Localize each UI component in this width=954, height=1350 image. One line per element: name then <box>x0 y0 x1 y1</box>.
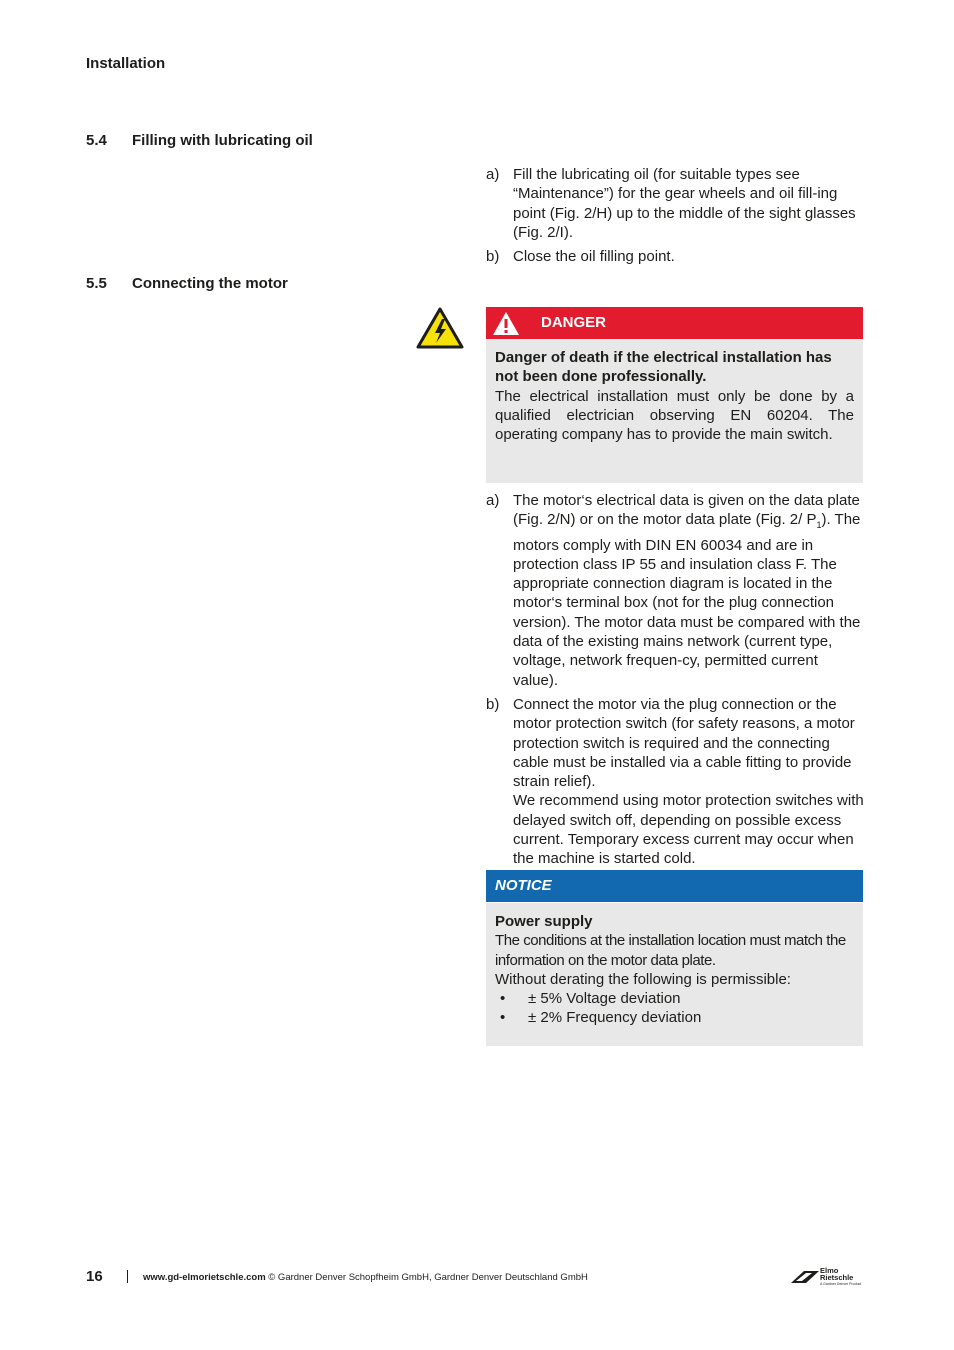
danger-body <box>486 339 863 483</box>
brand-logo <box>790 1267 866 1289</box>
logo-tagline: A Gardner Denver Product <box>820 1282 862 1286</box>
notice-label: NOTICE <box>495 877 552 894</box>
step-label: a) <box>486 492 500 509</box>
danger-text: The electrical installation must only be done by a qualified electrician observing EN 60204. The operating company has to provide the main switch. <box>495 387 854 444</box>
list-item <box>486 165 864 242</box>
logo-line-1: Elmo <box>820 1266 839 1275</box>
list-item <box>486 695 864 869</box>
step-text <box>513 491 864 690</box>
notice-text: The conditions at the installation location must match the information on the motor data plate. <box>495 932 846 969</box>
section-heading-5-4 <box>86 132 313 149</box>
footer-divider <box>127 1270 128 1283</box>
running-header: Installation <box>86 55 166 72</box>
section-title: Filling with lubricating oil <box>132 132 313 149</box>
subscript: 1 <box>816 520 822 531</box>
bullet-icon: • <box>500 990 506 1008</box>
notice-text: Without derating the following is permissible: <box>495 970 791 988</box>
oil-filling-steps <box>486 165 864 271</box>
bullet-text: ± 2% Frequency deviation <box>528 1009 702 1027</box>
list-item <box>486 491 864 690</box>
step-text-part: The motor‘s electrical data is given on the data plate (Fig. 2/N) or on the motor data plate (Fig. 2/ P <box>513 492 860 529</box>
notice-bullet-list <box>495 989 854 1028</box>
notice-heading: Power supply <box>495 913 593 930</box>
electrical-hazard-icon <box>416 307 464 349</box>
danger-label: DANGER <box>541 314 607 331</box>
copyright-text: © Gardner Denver Schopfheim GmbH, Gardner Denver Deutschland GmbH <box>265 1272 588 1283</box>
list-item <box>495 1008 854 1027</box>
step-text: Fill the lubricating oil (for suitable types see “Maintenance”) for the gear wheels and oil fill-ing point (Fig. 2/H) up to the middle of the sight glasses (Fig. 2/I). <box>513 166 856 241</box>
step-text-part: We recommend using motor protection switches with delayed switch off, depending on possible excess current. Temporary excess current may occur when the machine is started cold. <box>513 792 864 868</box>
section-number: 5.4 <box>86 132 107 149</box>
list-item <box>495 989 854 1008</box>
step-text-part: Connect the motor via the plug connection or the motor protection switch (for safety reasons, a motor protection switch is required and the connecting cable must be installed via a cable fitting to provide strain relief). <box>513 695 855 791</box>
notice-header <box>486 870 863 902</box>
step-label: b) <box>486 695 500 713</box>
danger-heading: Danger of death if the electrical installation has not been done professionally. <box>495 349 832 386</box>
step-text: Close the oil filling point. <box>513 248 675 266</box>
footer-text <box>143 1272 588 1283</box>
step-label: b) <box>486 248 500 266</box>
logo-line-2: Rietschle <box>820 1273 854 1282</box>
section-title: Connecting the motor <box>132 275 288 292</box>
motor-connection-steps <box>486 491 864 874</box>
warning-triangle-icon <box>492 311 520 336</box>
step-label: a) <box>486 166 500 183</box>
website-link[interactable]: www.gd-elmorietschle.com <box>143 1272 266 1283</box>
notice-body <box>486 903 863 1046</box>
step-text-part: ). The motors comply with DIN EN 60034 and are in protection class IP 55 and insulation class F. The appropriate connection diagram is located in the motor‘s terminal box (not for the plug connection version). The motor data must be compared with the data of the existing mains network (current type, voltage, network frequen-cy, permitted current value). <box>513 511 861 689</box>
page-number: 16 <box>86 1268 103 1285</box>
section-heading-5-5 <box>86 275 288 292</box>
section-number: 5.5 <box>86 275 107 292</box>
step-text <box>513 695 864 869</box>
brand-logo-icon <box>790 1270 820 1284</box>
bullet-icon: • <box>500 1009 506 1027</box>
bullet-text: ± 5% Voltage deviation <box>528 990 681 1008</box>
danger-header <box>486 307 863 339</box>
list-item <box>486 247 864 266</box>
